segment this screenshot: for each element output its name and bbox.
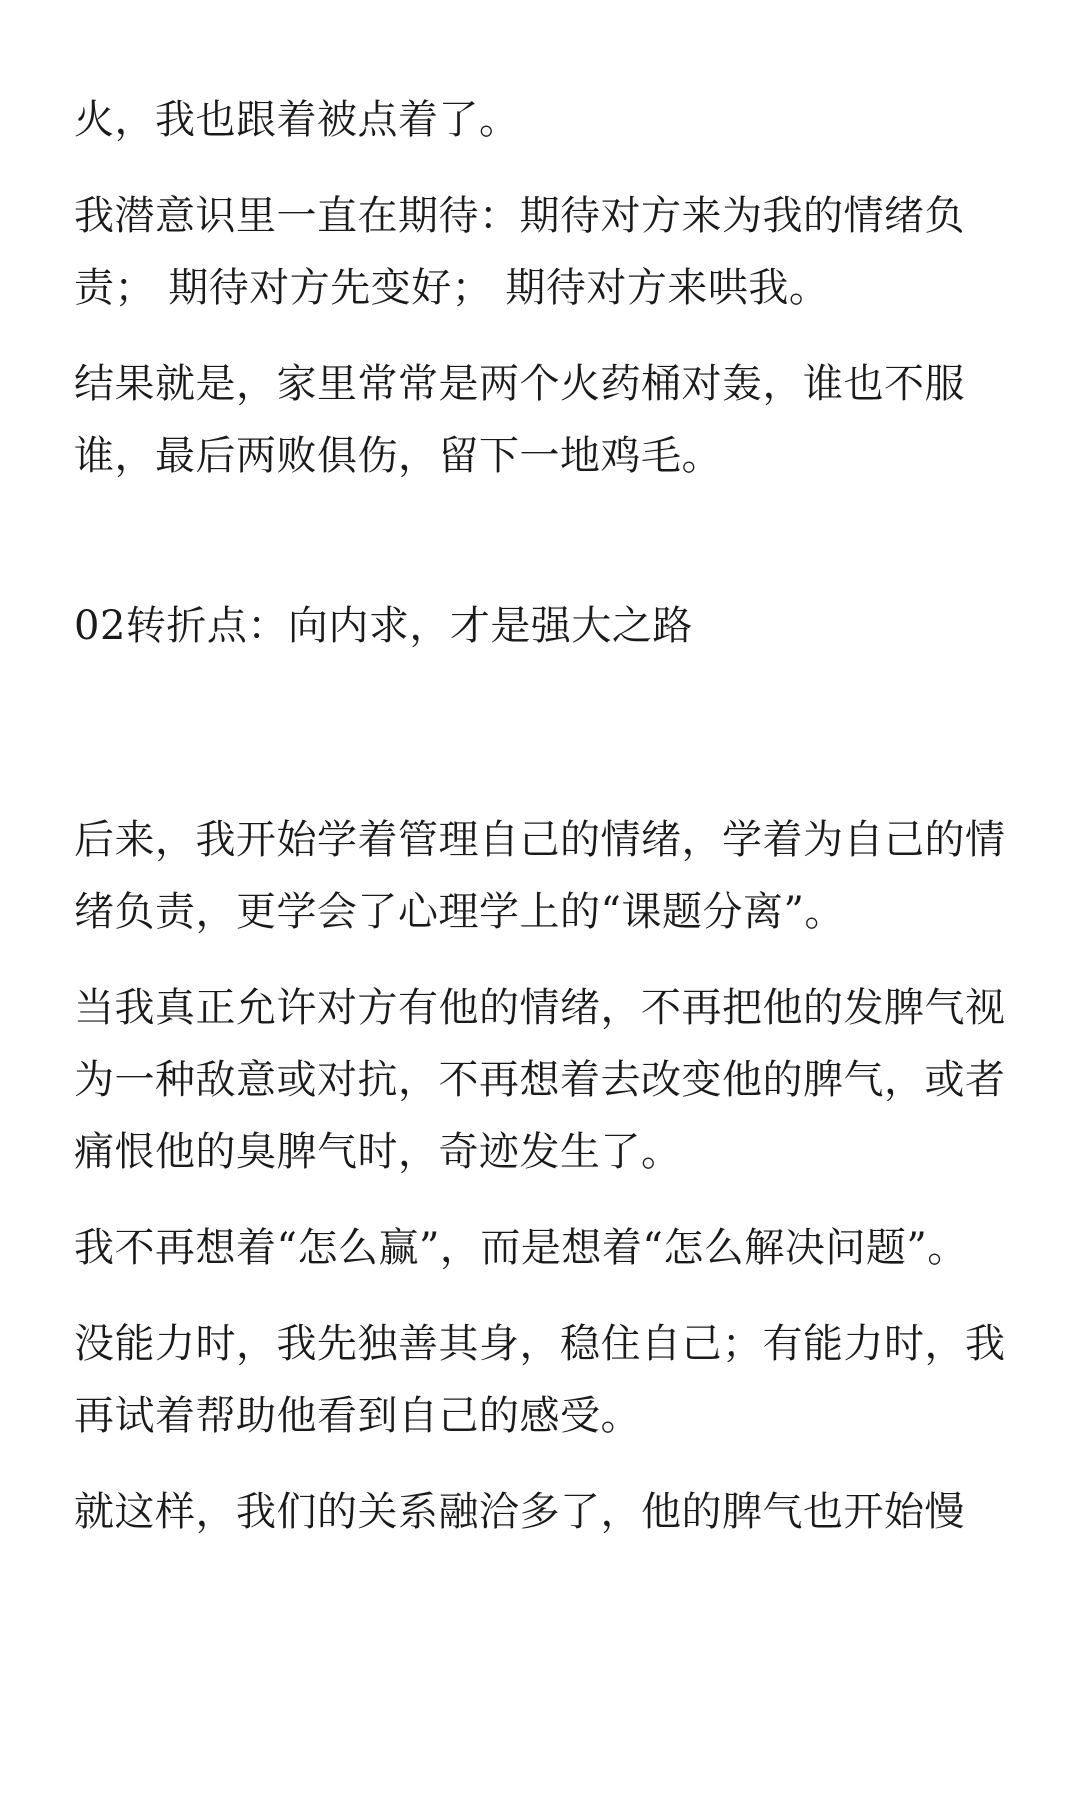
- article-body: [74, 84, 1014, 1548]
- paragraph: 我潜意识里一直在期待：期待对方来为我的情绪负责； 期待对方先变好； 期待对方来哄我。: [74, 193, 965, 311]
- paragraph: 当我真正允许对方有他的情绪，不再把他的发脾气视为一种敌意或对抗，不再想着去改变他的脾气，或者痛恨他的臭脾气时，奇迹发生了。: [74, 985, 1006, 1175]
- paragraph: 火，我也跟着被点着了。: [74, 97, 520, 143]
- paragraph: 没能力时，我先独善其身，稳住自己；有能力时，我再试着帮助他看到自己的感受。: [74, 1321, 1006, 1439]
- section-heading: 02转折点：向内求，才是强大之路: [74, 603, 693, 649]
- paragraph: 结果就是，家里常常是两个火药桶对轰，谁也不服谁，最后两败俱伤，留下一地鸡毛。: [74, 361, 965, 479]
- paragraph: 我不再想着“怎么赢”，而是想着“怎么解决问题”。: [74, 1225, 968, 1271]
- paragraph: 后来，我开始学着管理自己的情绪，学着为自己的情绪负责，更学会了心理学上的“课题分离”。: [74, 817, 1006, 935]
- paragraph: 就这样，我们的关系融洽多了，他的脾气也开始慢: [74, 1489, 965, 1535]
